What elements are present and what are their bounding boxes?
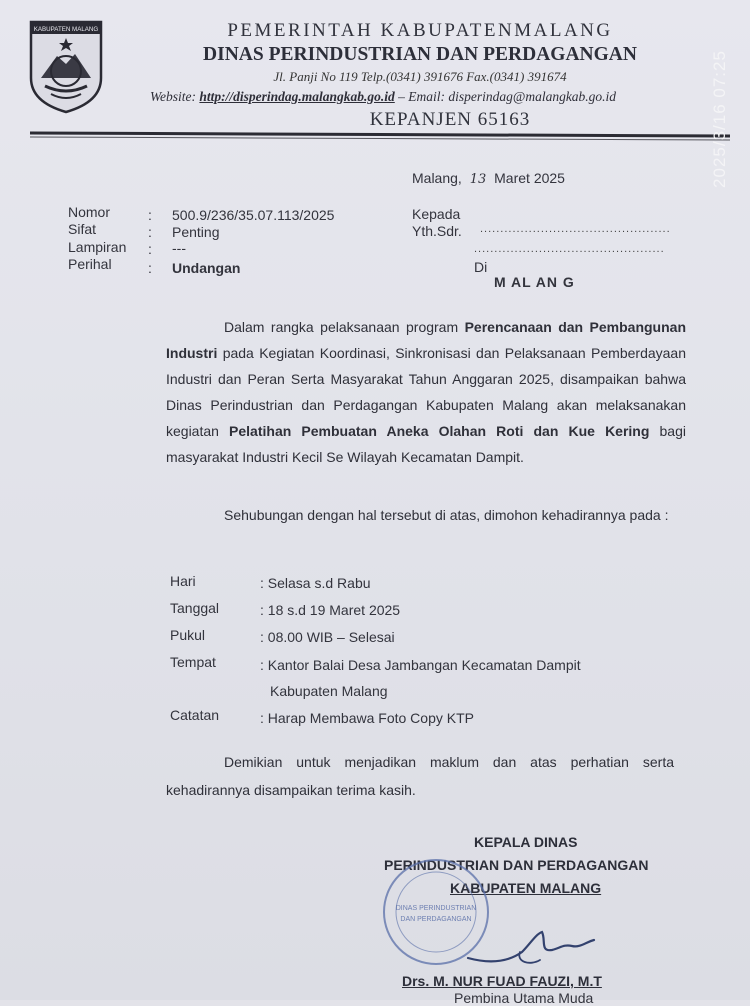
schedule-label-hari: Hari xyxy=(170,573,196,589)
recipient-dots-line: ............................................... xyxy=(474,243,665,255)
meta-value-lampiran: --- xyxy=(172,240,186,256)
svg-text:DAN PERDAGANGAN: DAN PERDAGANGAN xyxy=(400,916,472,923)
recipient-city: M AL AN G xyxy=(494,274,575,290)
letter-date xyxy=(412,170,565,187)
signatory-name: Drs. M. NUR FUAD FAUZI, M.T xyxy=(402,973,602,989)
meta-colon: : xyxy=(148,260,152,276)
meta-value-nomor: 500.9/236/35.07.113/2025 xyxy=(172,207,335,223)
handwritten-signature xyxy=(460,922,610,972)
website-label: Website: xyxy=(150,89,196,104)
p1-program-name: Perencanaan dan Pembangunan Industri xyxy=(166,319,686,361)
website-link[interactable]: http://disperindag.malangkab.go.id xyxy=(199,89,395,104)
schedule-label-pukul: Pukul xyxy=(170,627,206,643)
regency-emblem-logo xyxy=(27,16,105,114)
p1-intro: Dalam rangka pelaksanaan program xyxy=(224,319,465,335)
office-address: Jl. Panji No 119 Telp.(0341) 391676 Fax.(0341) 391674 xyxy=(273,69,567,84)
date-month-year: Maret 2025 xyxy=(494,170,565,186)
closing-text: Demikian untuk menjadikan maklum dan atas perhatian serta kehadirannya disampaikan terima kasih. xyxy=(166,754,674,798)
recipient-di: Di xyxy=(474,259,488,275)
meta-label-lampiran: Lampiran xyxy=(68,239,127,255)
date-place: Malang, xyxy=(412,170,462,186)
schedule-value-tempat: : Kantor Balai Desa Jambangan Kecamatan Dampit xyxy=(260,657,581,673)
signature-title-2: PERINDUSTRIAN DAN PERDAGANGAN xyxy=(384,857,649,873)
meta-colon: : xyxy=(148,241,152,257)
meta-value-perihal: Undangan xyxy=(172,260,241,276)
meta-label-sifat: Sifat xyxy=(68,221,97,237)
meta-label-perihal: Perihal xyxy=(68,256,112,272)
svg-text:DINAS PERINDUSTRIAN: DINAS PERINDUSTRIAN xyxy=(395,905,477,912)
meta-value-sifat: Penting xyxy=(172,224,220,240)
photo-timestamp: 2025/3/16 07:25 xyxy=(710,50,729,188)
closing-paragraph xyxy=(166,748,674,804)
schedule-value-tanggal: : 18 s.d 19 Maret 2025 xyxy=(260,602,401,618)
p1-end: bagi masyarakat Industri Kecil Se Wilayah Kecamatan Dampit. xyxy=(166,423,686,465)
contact-line xyxy=(150,89,616,105)
svg-text:KABUPATEN MALANG: KABUPATEN MALANG xyxy=(33,26,99,33)
schedule-value-hari: : Selasa s.d Rabu xyxy=(260,575,371,591)
signature-title-1: KEPALA DINAS xyxy=(474,834,578,850)
schedule-label-tanggal: Tanggal xyxy=(170,600,220,616)
schedule-value-tempat-cont: Kabupaten Malang xyxy=(270,683,388,699)
government-heading: PEMERINTAH KABUPATENMALANG xyxy=(227,20,613,41)
recipient-kepada: Kepada xyxy=(412,206,461,222)
body-paragraph-2 xyxy=(166,502,686,528)
schedule-label-tempat: Tempat xyxy=(170,654,216,670)
meta-colon: : xyxy=(148,207,152,223)
schedule-value-pukul: : 08.00 WIB – Selesai xyxy=(260,629,395,645)
department-heading: DINAS PERINDUSTRIAN DAN PERDAGANGAN xyxy=(203,44,637,65)
p2-text: Sehubungan dengan hal tersebut di atas, dimohon kehadirannya pada : xyxy=(224,507,669,523)
recipient-dots-line: ............................................... xyxy=(480,223,671,235)
letterhead-divider-thin xyxy=(30,136,730,140)
date-day: 13 xyxy=(469,172,487,187)
p1-activity-name: Pelatihan Pembuatan Aneka Olahan Roti dan Kue Kering xyxy=(229,423,650,439)
meta-colon: : xyxy=(148,224,152,240)
meta-label-nomor: Nomor xyxy=(68,204,111,220)
recipient-yth: Yth.Sdr. xyxy=(412,223,462,239)
signature-title-3: KABUPATEN MALANG xyxy=(450,880,602,896)
body-paragraph-1 xyxy=(166,314,686,470)
schedule-label-catatan: Catatan xyxy=(170,707,220,723)
email-text: – Email: disperindag@malangkab.go.id xyxy=(398,89,617,104)
p1-middle: pada Kegiatan Koordinasi, Sinkronisasi dan Pelaksanaan Pemberdayaan Industri dan Peran Serta Masyarakat Tahun Anggaran 2025, disampaikan bahwa Dinas Perindustrian dan Perdagangan Kabupaten Malang akan melaksanakan kegiatan xyxy=(166,345,686,439)
schedule-value-catatan: : Harap Membawa Foto Copy KTP xyxy=(260,710,474,726)
signatory-rank: Pembina Utama Muda xyxy=(454,990,594,1006)
city-postal-code: KEPANJEN 65163 xyxy=(369,109,531,130)
